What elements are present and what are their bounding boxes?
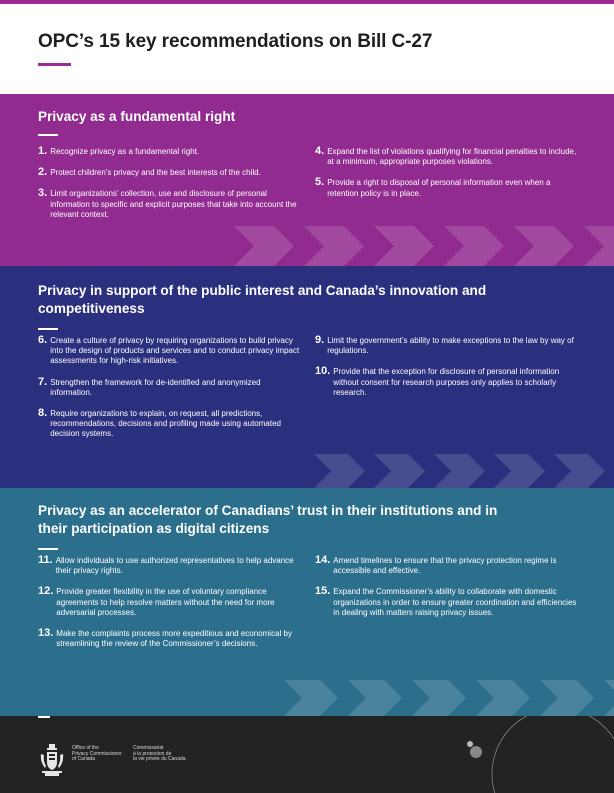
recommendation-number: 11. — [38, 554, 53, 566]
recommendation-15 — [315, 586, 577, 618]
recommendation-number: 7. — [38, 375, 48, 388]
recommendation-text: Strengthen the framework for de-identified and anonymized information. — [50, 377, 261, 397]
org-name-french — [133, 746, 186, 763]
chevron-pattern-decoration — [314, 454, 614, 488]
recommendation-text: Provide that the exception for disclosure of personal information without consent for research purposes only applies to scholarly research. — [333, 367, 560, 397]
recommendation-text: Amend timelines to ensure that the privacy protection regime is accessible and effective. — [333, 556, 557, 576]
section-heading: Privacy as a fundamental right — [38, 109, 236, 124]
recommendation-1 — [38, 146, 303, 157]
recommendation-number: 13. — [38, 627, 54, 640]
org-name-line: of Canada — [72, 756, 96, 763]
circle-arc-decoration — [440, 716, 614, 793]
page-title: OPC’s 15 key recommendations on Bill C-27 — [38, 31, 433, 52]
org-name-line: la vie privée du Canada — [133, 756, 186, 763]
recommendation-text: Allow individuals to use authorized representatives to help advance their privacy rights. — [55, 556, 294, 576]
recommendation-12 — [38, 586, 303, 618]
footer-divider — [38, 716, 50, 718]
recommendations-column-left — [38, 146, 303, 230]
section-fundamental-right — [0, 94, 614, 266]
recommendation-number: 10. — [315, 365, 331, 378]
recommendation-text: Make the complaints process more expeditious and economical by streamlining the review of the Commissioner’s decisions. — [56, 629, 292, 649]
recommendation-number: 5. — [315, 176, 325, 189]
recommendation-number: 4. — [315, 145, 325, 157]
recommendations-column-left — [38, 335, 303, 450]
title-underline — [38, 63, 71, 66]
recommendation-7 — [38, 377, 303, 398]
recommendation-11 — [38, 555, 303, 576]
recommendation-text: Require organizations to explain, on request, all predictions, recommendations, decisions and profiling made using automated decision systems. — [50, 409, 281, 439]
section-public-interest — [0, 266, 614, 488]
recommendation-text: Provide a right to disposal of personal information even when a retention policy is in place. — [327, 178, 551, 198]
recommendation-number: 1. — [38, 145, 48, 157]
recommendation-5 — [315, 177, 577, 198]
recommendation-number: 8. — [38, 407, 48, 420]
recommendation-text: Create a culture of privacy by requiring organizations to build privacy into the design of products and services and to conduct privacy impact assessments for high-risk initiatives. — [50, 336, 300, 366]
recommendation-number: 9. — [315, 334, 325, 346]
section-rule — [38, 134, 58, 136]
section-rule — [38, 548, 58, 550]
recommendation-10 — [315, 366, 577, 398]
recommendation-number: 15. — [315, 585, 331, 598]
recommendation-number: 14. — [315, 554, 331, 566]
org-name-english — [72, 746, 122, 763]
recommendations-column-right — [315, 555, 577, 628]
section-trust — [0, 488, 614, 716]
section-rule — [38, 328, 58, 330]
chevron-pattern-decoration — [234, 226, 614, 266]
footer — [0, 716, 614, 793]
recommendation-14 — [315, 555, 577, 576]
recommendation-13 — [38, 628, 303, 649]
coat-of-arms-icon — [40, 744, 64, 776]
chevron-pattern-decoration — [284, 680, 614, 716]
section-heading: Privacy as an accelerator of Canadians’ trust in their institutions and in their participation as digital citizens — [38, 503, 498, 536]
recommendation-8 — [38, 408, 303, 440]
recommendation-4 — [315, 146, 577, 167]
recommendation-number: 2. — [38, 166, 48, 179]
org-name-line: Office of the — [72, 745, 99, 751]
recommendation-text: Expand the Commissioner’s ability to collaborate with domestic organizations in order to ensure greater coordination and efficiencies in dealing with matters raising privacy issues. — [333, 587, 577, 617]
recommendation-number: 3. — [38, 187, 48, 200]
recommendation-text: Protect children’s privacy and the best interests of the child. — [50, 168, 261, 178]
org-name-line: à la protection de — [133, 750, 172, 757]
org-name-line: Commissariat — [133, 745, 164, 751]
recommendations-column-right — [315, 146, 577, 209]
recommendation-3 — [38, 188, 303, 220]
recommendation-text: Expand the list of violations qualifying for financial penalties to include, at a minimum, appropriate purposes violations. — [327, 147, 577, 167]
recommendation-number: 12. — [38, 585, 54, 598]
recommendation-text: Limit the government’s ability to make exceptions to the law by way of regulations. — [327, 336, 574, 356]
recommendation-2 — [38, 167, 303, 178]
recommendation-number: 6. — [38, 334, 48, 346]
recommendation-6 — [38, 335, 303, 367]
recommendations-column-left — [38, 555, 303, 659]
recommendation-text: Recognize privacy as a fundamental right. — [50, 147, 200, 156]
section-heading: Privacy in support of the public interest and Canada’s innovation and competitiveness — [38, 283, 487, 316]
recommendation-9 — [315, 335, 577, 356]
recommendation-text: Limit organizations’ collection, use and disclosure of personal information to specific and explicit purposes that take into account the relevant context. — [50, 189, 297, 219]
recommendations-column-right — [315, 335, 577, 408]
org-name-line: Privacy Commissioner — [72, 750, 122, 757]
recommendation-text: Provide greater flexibility in the use of voluntary compliance agreements to help resolve matters without the need for more adversarial processes. — [56, 587, 275, 617]
top-accent-bar — [0, 0, 614, 4]
